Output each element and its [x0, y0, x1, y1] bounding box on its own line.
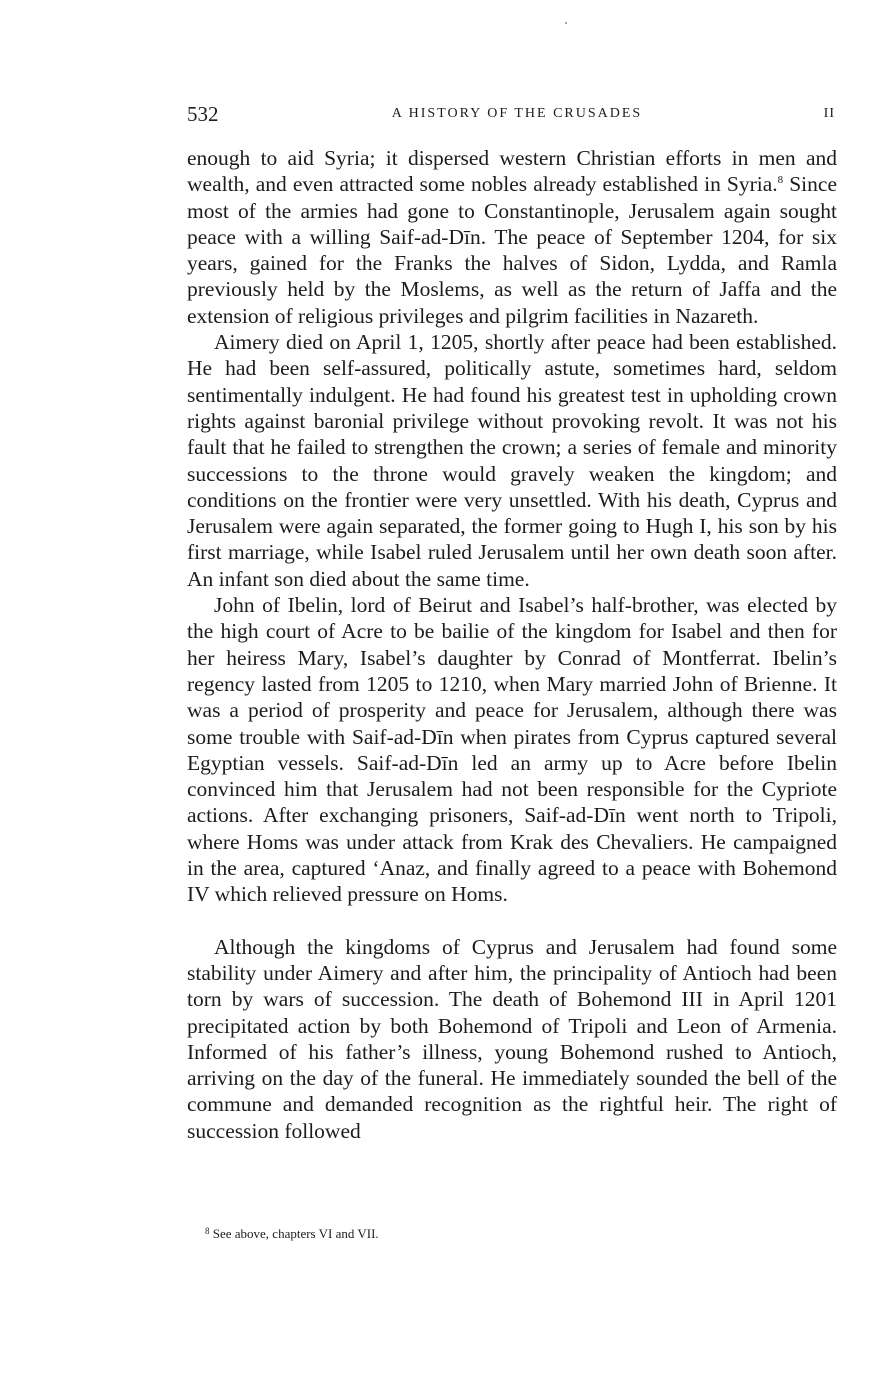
footnote-reference[interactable]: 8: [777, 174, 784, 187]
paragraph-3: John of Ibelin, lord of Beirut and Isabel’s half-brother, was elected by the high court of Acre to be bailie of the kingdom for Isabel and then for her heiress Mary, Isabel’s daughter by Conrad of Montferrat. Ibelin’s regency lasted from 1205 to 1210, when Mary married John of Brienne. It was a period of prosperity and peace for Jerusalem, although there was some trouble with Saif-ad-Dīn when pirates from Cyprus captured several Egyptian vessels. Saif-ad-Dīn led an army up to Acre before Ibelin convinced him that Jerusalem had not been responsible for the Cypriote actions. After exchanging prisoners, Saif-ad-Dīn went north to Tripoli, where Homs was under attack from Krak des Chevaliers. He campaigned in the area, captured ‘Anaz, and finally agreed to a peace with Bohemond IV which relieved pressure on Homs.: [187, 593, 837, 907]
body-text: [187, 145, 837, 1144]
running-title: A HISTORY OF THE CRUSADES: [391, 106, 643, 121]
page-speck: [565, 22, 567, 24]
paragraph-2: Aimery died on April 1, 1205, shortly after peace had been established. He had been self-assured, politically astute, sometimes hard, seldom sentimentally indulgent. He had found his greatest test in upholding crown rights against baronial privilege without provoking revolt. It was not his fault that he failed to strengthen the crown; a series of female and minority successions to the throne would gravely weaken the kingdom; and conditions on the frontier were very unsettled. With his death, Cyprus and Jerusalem were again separated, the former going to Hugh I, his son by his first marriage, while Isabel ruled Jerusalem until her own death soon after. An infant son died about the same time.: [187, 330, 837, 591]
paragraph-1-text-b: Since most of the armies had gone to Constantinople, Jerusalem again sought peace with a willing Saif-ad-Dīn. The peace of September 1204, for six years, gained for the Franks the halves of Sidon, Lydda, and Ramla previously held by the Moslems, as well as the return of Jaffa and the extension of religious privileges and pilgrim facilities in Nazareth.: [187, 172, 837, 328]
paragraph-4: Although the kingdoms of Cyprus and Jerusalem had found some stability under Aimery and after him, the principality of Antioch had been torn by wars of succession. The death of Bohemond III in April 1201 precipitated action by both Bohemond of Tripoli and Leon of Armenia. Informed of his father’s illness, young Bohemond rushed to Antioch, arriving on the day of the funeral. He immediately sounded the bell of the commune and demanded recognition as the rightful heir. The right of succession followed: [187, 934, 837, 1143]
footnote-marker: 8: [205, 1226, 210, 1236]
footnote: [205, 1226, 379, 1242]
footnote-text: See above, chapters VI and VII.: [212, 1226, 379, 1241]
page-number: 532: [187, 102, 219, 126]
paragraph-1-text-a: enough to aid Syria; it dispersed western Christian efforts in men and wealth, and even attracted some nobles already established in Syria.: [187, 146, 837, 197]
chapter-number: II: [823, 106, 835, 121]
page-header: [187, 102, 837, 130]
paragraph-1: [187, 145, 837, 329]
